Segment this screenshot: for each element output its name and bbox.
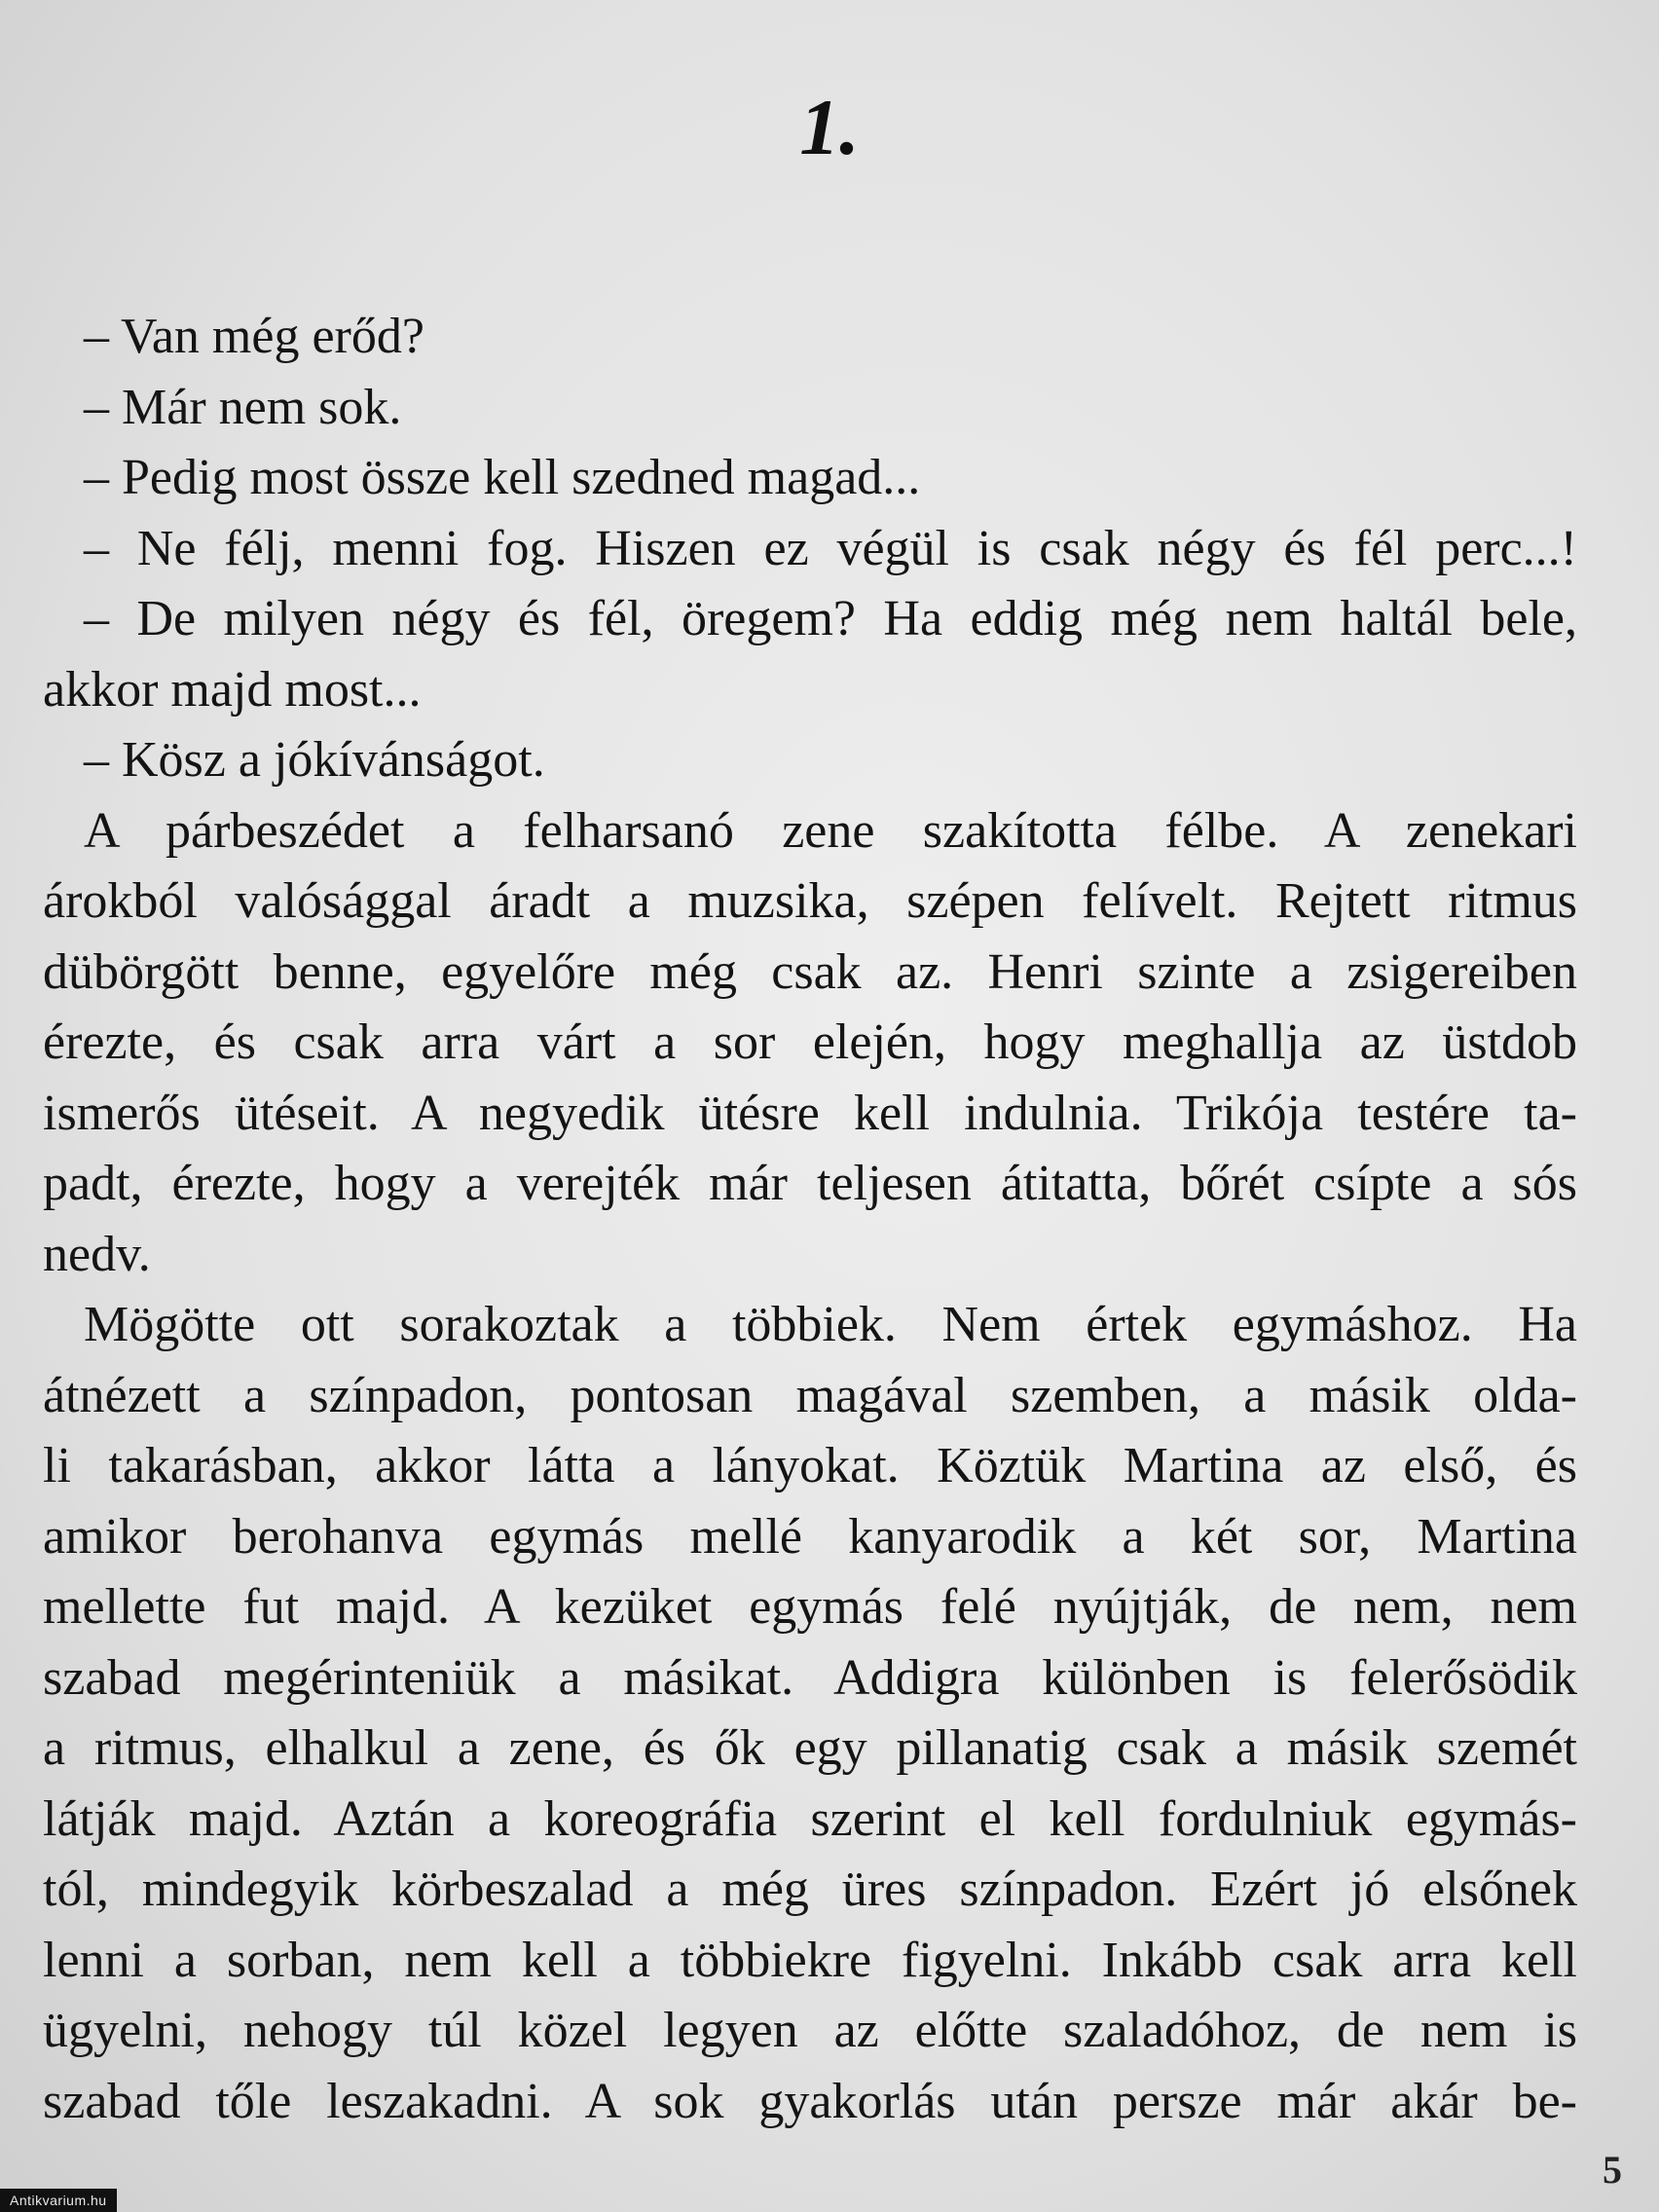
text-line: ismerős ütéseit. A negyedik ütésre kell indulnia. Trikója testére ta- (43, 1085, 1577, 1141)
text-line: lenni a sorban, nem kell a többiekre figyelni. Inkább csak arra kell (43, 1932, 1577, 1988)
chapter-number: 1. (799, 83, 860, 171)
body-text (43, 302, 1577, 2137)
text-line: akkor majd most... (43, 661, 422, 718)
page-number: 5 (1603, 2148, 1622, 2192)
text-line: li takarásban, akkor látta a lányokat. Köztük Martina az első, és (43, 1438, 1577, 1493)
text-line: A párbeszédet a felharsanó zene szakította félbe. A zenekari (84, 802, 1577, 859)
text-line: – Ne félj, menni fog. Hiszen ez végül is csak négy és fél perc...! (84, 520, 1577, 576)
text-line: – Van még erőd? (84, 309, 424, 364)
text-line: – De milyen négy és fél, öregem? Ha eddig még nem haltál bele, (84, 591, 1577, 646)
text-line: nedv. (43, 1226, 151, 1282)
text-line: átnézett a színpadon, pontosan magával szemben, a másik olda- (43, 1367, 1577, 1423)
text-line: szabad megérinteniük a másikat. Addigra különben is felerősödik (43, 1649, 1577, 1706)
text-line: Mögötte ott sorakoztak a többiek. Nem értek egymáshoz. Ha (84, 1297, 1577, 1352)
text-line: szabad tőle leszakadni. A sok gyakorlás után persze már akár be- (43, 2073, 1577, 2129)
text-line: – Már nem sok. (84, 379, 402, 435)
text-line: látják majd. Aztán a koreográfia szerint el kell fordulniuk egymás- (43, 1790, 1577, 1847)
text-line: érezte, és csak arra várt a sor elején, hogy meghallja az üstdob (43, 1014, 1577, 1070)
text-line: ügyelni, nehogy túl közel legyen az előtte szaladóhoz, de nem is (43, 2003, 1577, 2058)
text-line: árokból valósággal áradt a muzsika, szépen felívelt. Rejtett ritmus (43, 873, 1577, 929)
text-line: mellette fut majd. A kezüket egymás felé nyújtják, de nem, nem (43, 1579, 1577, 1635)
text-line: padt, érezte, hogy a verejték már teljesen átitatta, bőrét csípte a sós (43, 1156, 1577, 1211)
text-line: – Kösz a jókívánságot. (84, 732, 545, 788)
text-line: amikor berohanva egymás mellé kanyarodik a két sor, Martina (43, 1508, 1577, 1565)
text-line: dübörgött benne, egyelőre még csak az. Henri szinte a zsigereiben (43, 943, 1577, 1000)
text-line: tól, mindegyik körbeszalad a még üres színpadon. Ezért jó elsőnek (43, 1862, 1577, 1917)
text-line: a ritmus, elhalkul a zene, és ők egy pillanatig csak a másik szemét (43, 1720, 1577, 1776)
text-line: – Pedig most össze kell szedned magad... (84, 450, 921, 505)
watermark-label: Antikvarium.hu (0, 2189, 117, 2212)
